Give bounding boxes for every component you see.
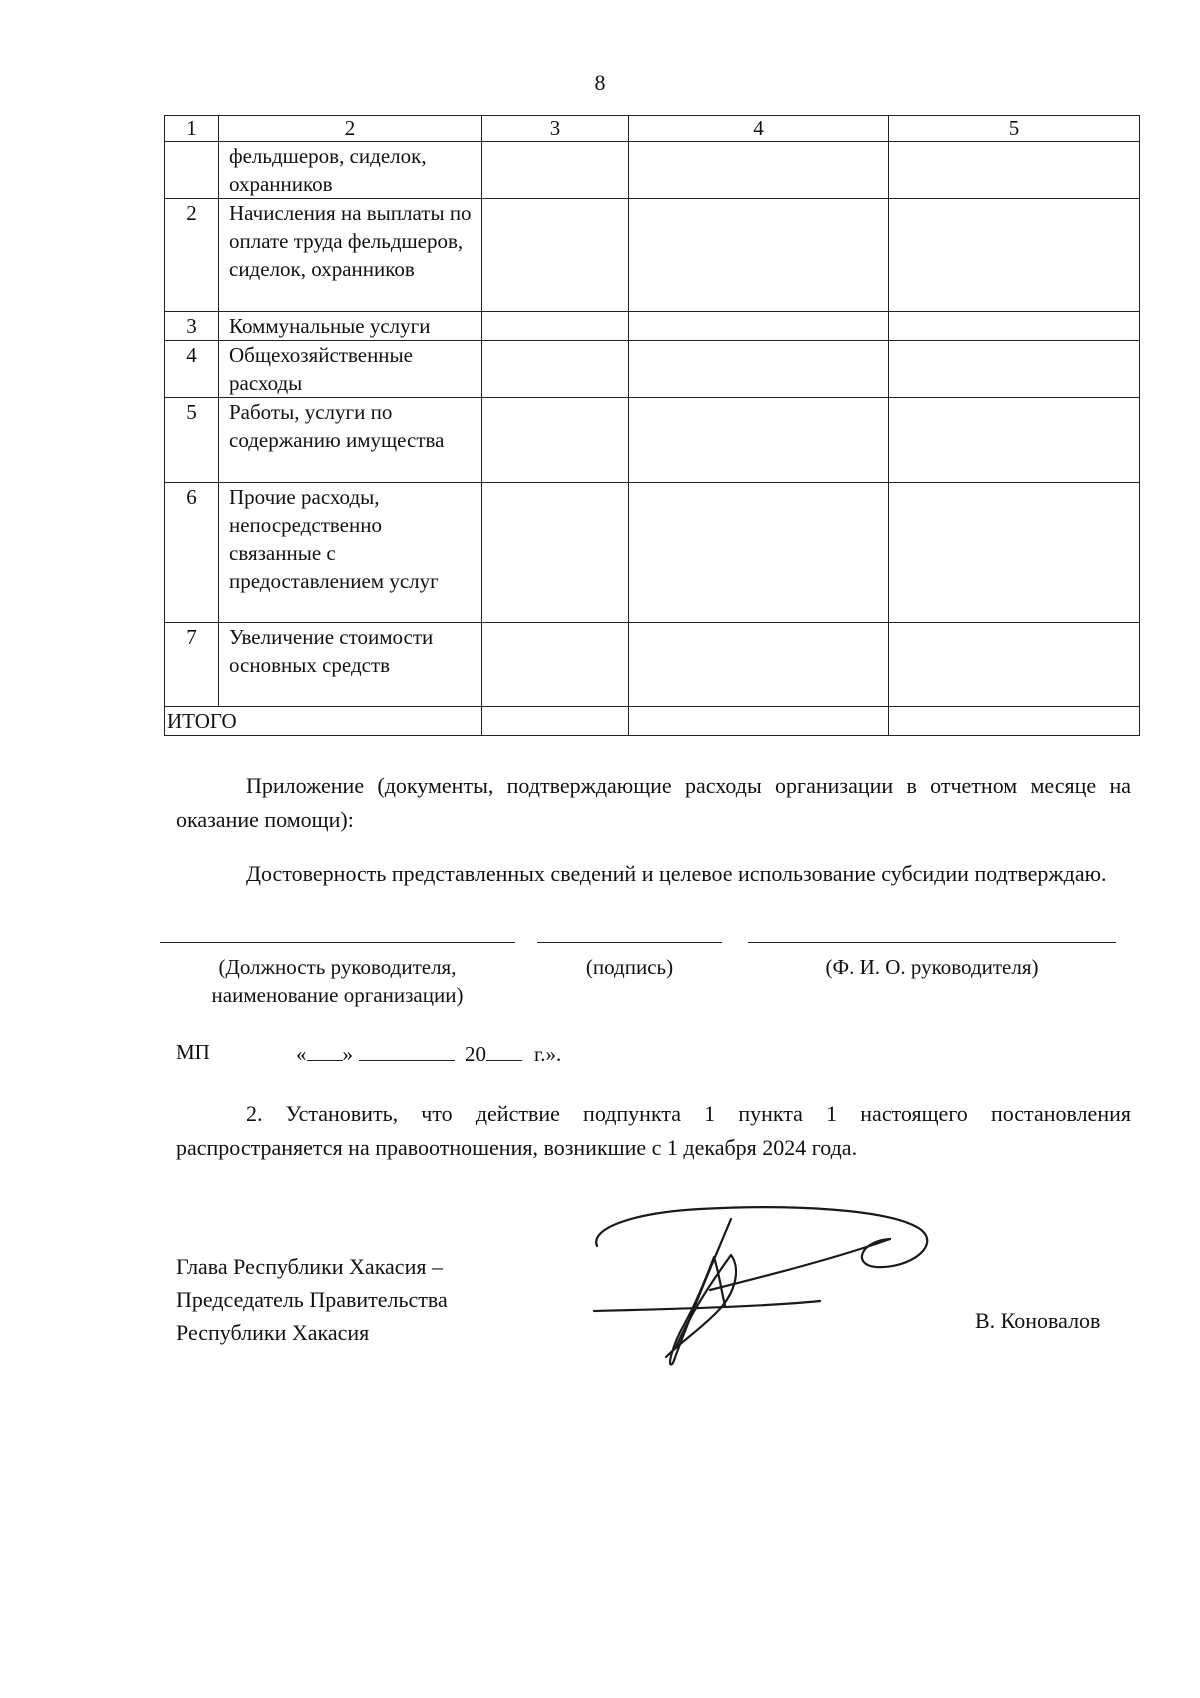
table-cell xyxy=(629,199,889,312)
position-signature-line xyxy=(160,942,515,943)
row-label: Общехозяйственные расходы xyxy=(219,341,482,398)
table-row xyxy=(165,312,1140,341)
row-label: Коммунальные услуги xyxy=(219,312,482,341)
table-row xyxy=(165,341,1140,398)
quote-open: « xyxy=(296,1042,307,1066)
year-suffix: г.». xyxy=(534,1042,562,1066)
table-cell xyxy=(482,483,629,623)
table-header-cell: 2 xyxy=(219,116,482,142)
name-caption: (Ф. И. О. руководителя) xyxy=(825,955,1039,979)
table-cell xyxy=(629,398,889,483)
day-blank xyxy=(307,1040,343,1061)
table-cell xyxy=(482,199,629,312)
signer-title xyxy=(176,1250,448,1349)
signature-caption: (подпись) xyxy=(585,955,674,979)
appendix-paragraph xyxy=(176,769,1131,837)
appendix-text: Приложение (документы, подтверждающие расходы организации в отчетном месяце на оказание помощи): xyxy=(176,773,1131,832)
row-number xyxy=(165,142,219,199)
table-cell xyxy=(629,483,889,623)
table-cell xyxy=(889,312,1140,341)
stamp-label: МП xyxy=(176,1040,210,1064)
table-cell xyxy=(629,142,889,199)
clause-2-paragraph xyxy=(176,1097,1131,1165)
table-cell xyxy=(482,707,629,736)
row-number: 7 xyxy=(165,623,219,707)
table-cell xyxy=(482,312,629,341)
table-cell xyxy=(889,623,1140,707)
table-total-row xyxy=(165,707,1140,736)
signer-title-line: Председатель Правительства xyxy=(176,1287,448,1312)
table-cell xyxy=(629,707,889,736)
table-row xyxy=(165,483,1140,623)
date-line xyxy=(296,1040,561,1067)
year-blank xyxy=(486,1040,522,1061)
signer-name: В. Коновалов xyxy=(975,1308,1101,1333)
table-cell xyxy=(889,707,1140,736)
signature-line xyxy=(537,942,722,943)
row-number: 4 xyxy=(165,341,219,398)
table-row xyxy=(165,142,1140,199)
table-cell xyxy=(482,142,629,199)
table-header-cell: 4 xyxy=(629,116,889,142)
table-row xyxy=(165,623,1140,707)
clause-2-text: 2. Установить, что действие подпункта 1 пункта 1 настоящего постановления распространяется на правоотношения, возникшие с 1 декабря 2024 года. xyxy=(176,1101,1131,1160)
year-prefix: 20 xyxy=(465,1042,486,1066)
table-cell xyxy=(889,398,1140,483)
row-number: 3 xyxy=(165,312,219,341)
expense-report-table xyxy=(164,115,1140,736)
row-number: 6 xyxy=(165,483,219,623)
table-row xyxy=(165,398,1140,483)
page-number: 8 xyxy=(594,70,606,95)
table-header-cell: 1 xyxy=(165,116,219,142)
position-caption xyxy=(160,953,515,1009)
row-number: 2 xyxy=(165,199,219,312)
confirmation-paragraph xyxy=(176,857,1131,891)
table-header-cell: 5 xyxy=(889,116,1140,142)
table-cell xyxy=(629,312,889,341)
table-cell xyxy=(889,483,1140,623)
table-cell xyxy=(629,341,889,398)
table-cell xyxy=(889,341,1140,398)
name-signature-line xyxy=(748,942,1116,943)
row-label: Работы, услуги по содержанию имущества xyxy=(219,398,482,483)
position-caption-line: (Должность руководителя, xyxy=(218,955,457,979)
row-label: Начисления на выплаты по оплате труда фельдшеров, сиделок, охранников xyxy=(219,199,482,312)
table-header-cell: 3 xyxy=(482,116,629,142)
table-row xyxy=(165,199,1140,312)
row-label: Увеличение стоимости основных средств xyxy=(219,623,482,707)
row-label: Прочие расходы, непосредственно связанные с предоставлением услуг xyxy=(219,483,482,623)
handwritten-signature-icon xyxy=(590,1195,950,1375)
table-cell xyxy=(482,341,629,398)
signer-title-line: Глава Республики Хакасия – xyxy=(176,1254,443,1279)
table-cell xyxy=(482,623,629,707)
total-label: ИТОГО xyxy=(165,707,482,736)
table-cell xyxy=(629,623,889,707)
position-caption-line: наименование организации) xyxy=(211,983,464,1007)
table-cell xyxy=(889,142,1140,199)
quote-close: » xyxy=(342,1042,353,1066)
confirmation-text: Достоверность представленных сведений и целевое использование субсидии подтверждаю. xyxy=(246,861,1107,886)
row-label: фельдшеров, сиделок, охранников xyxy=(219,142,482,199)
table-cell xyxy=(482,398,629,483)
table-cell xyxy=(889,199,1140,312)
table-header-row xyxy=(165,116,1140,142)
month-blank xyxy=(359,1040,455,1061)
signer-title-line: Республики Хакасия xyxy=(176,1320,370,1345)
row-number: 5 xyxy=(165,398,219,483)
